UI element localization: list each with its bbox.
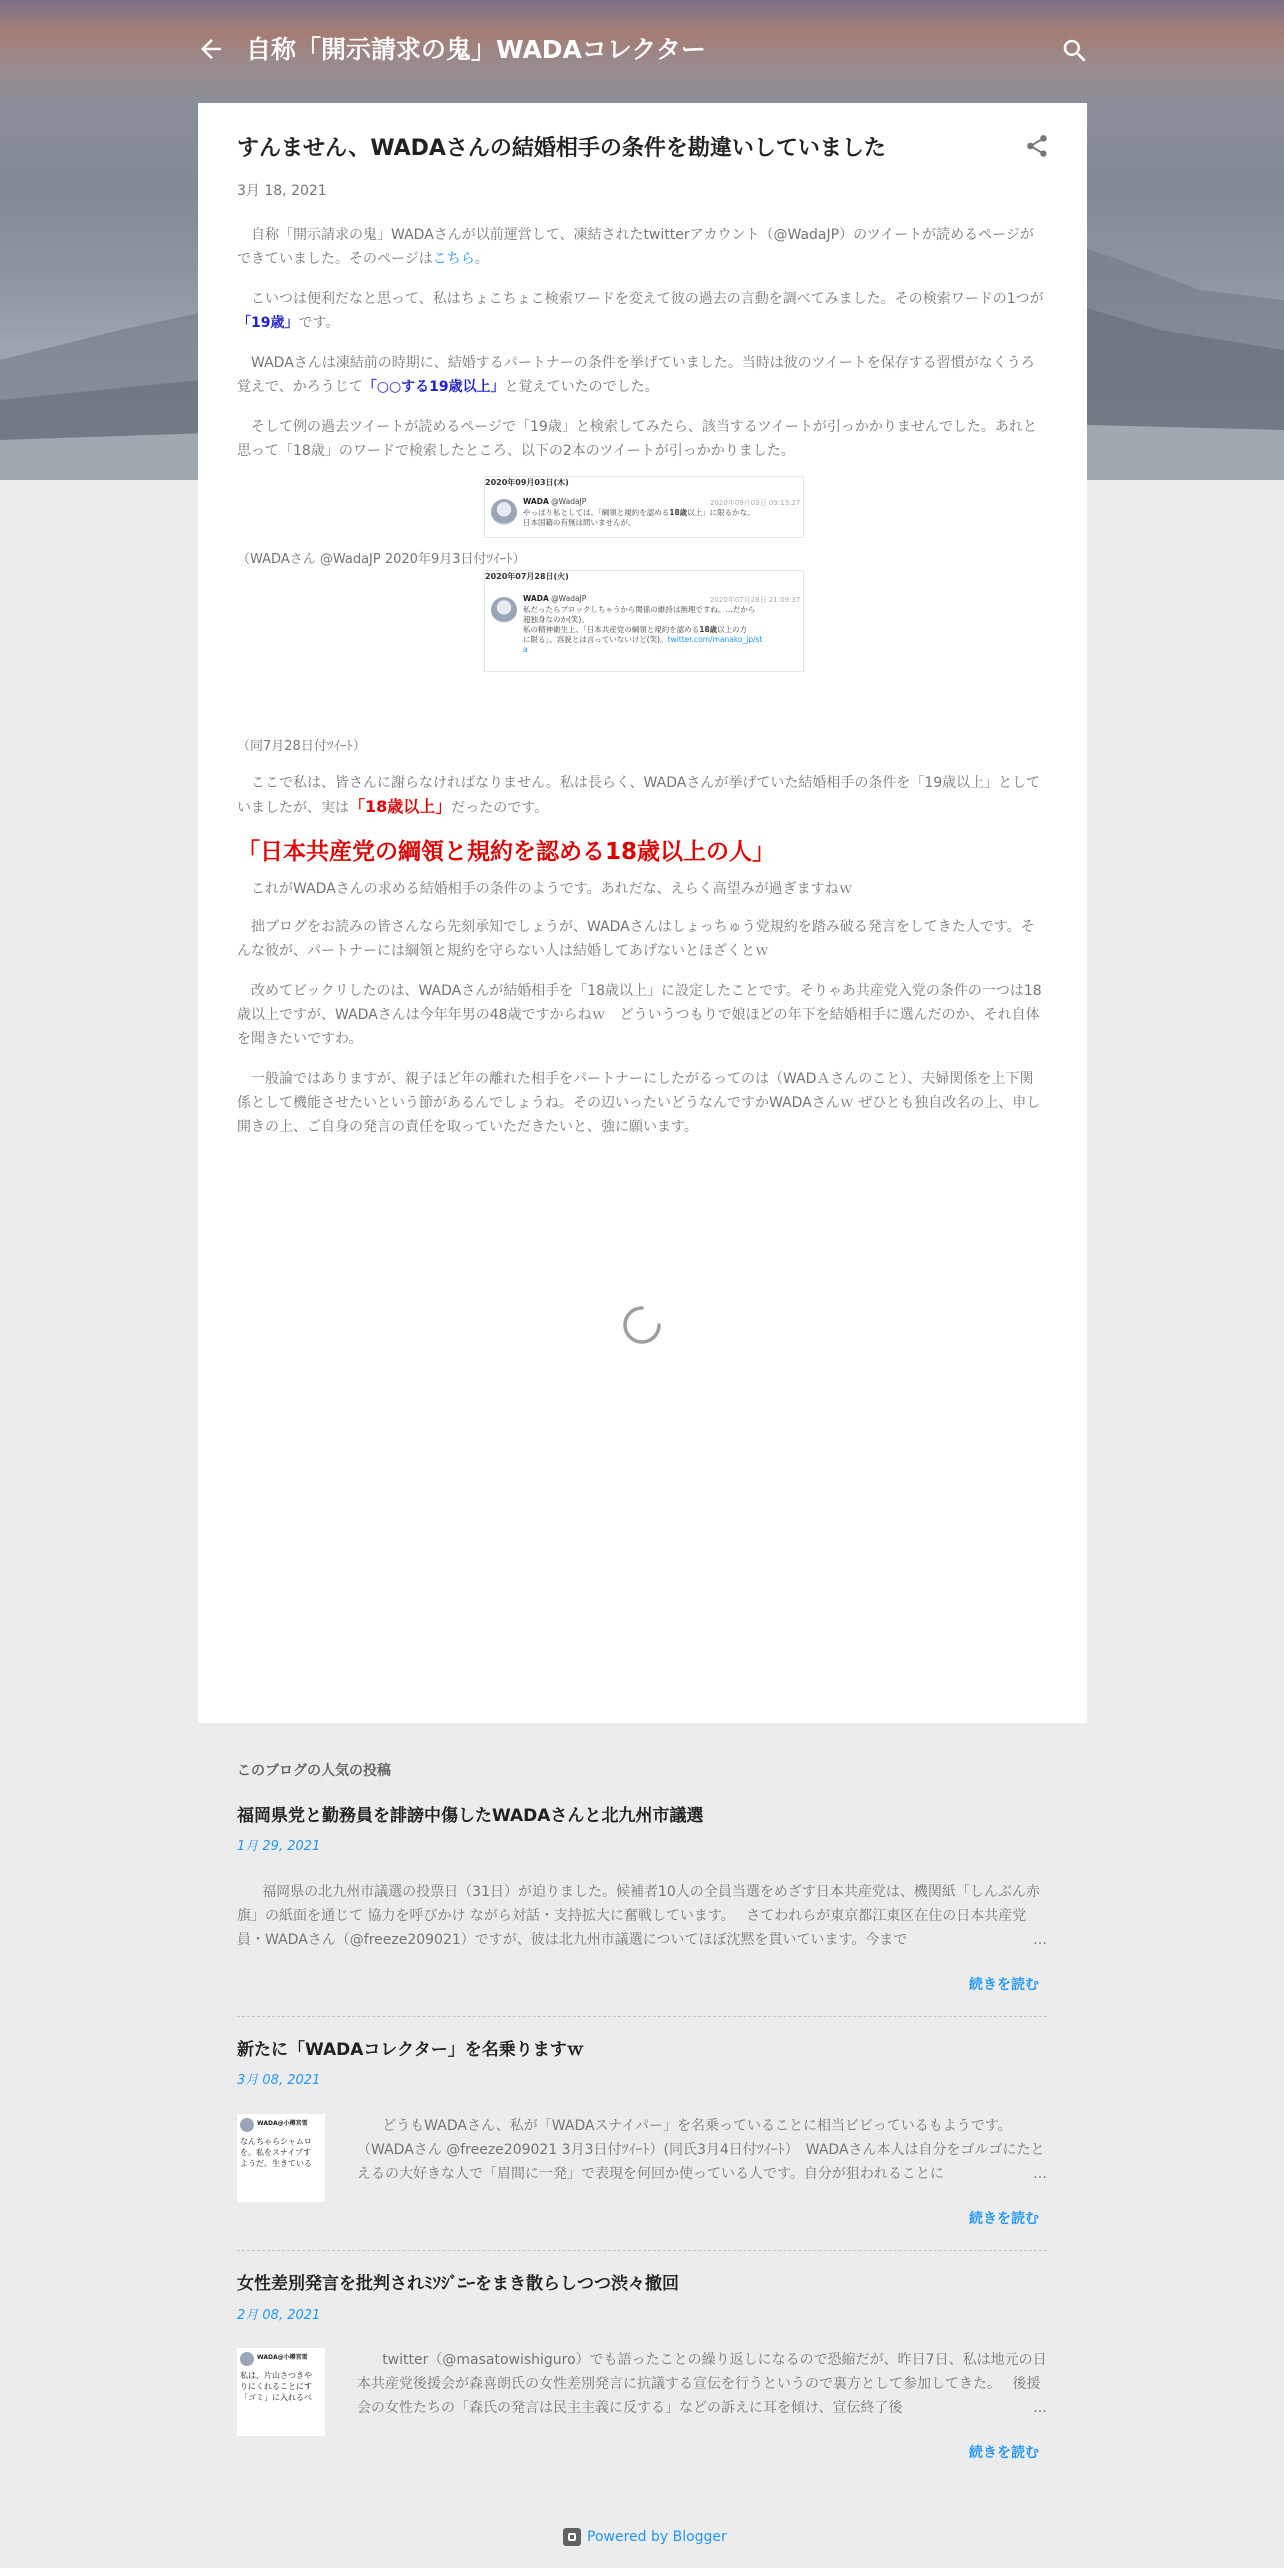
tweet-handle: @WadaJP	[551, 497, 587, 506]
highlight-19: 「19歳」	[237, 315, 299, 331]
paragraph-text: 。	[474, 251, 489, 267]
thumbnail-text: なんちゃらシャムロ	[240, 2137, 312, 2146]
paragraph-text: こいつは便利だなと思って、私はちょこちょこ検索ワードを変えて彼の過去の言動を調べてみました。その検索ワードの1つが	[251, 291, 1044, 307]
back-arrow-icon[interactable]	[196, 34, 226, 64]
avatar	[491, 499, 517, 525]
highlight-18: 「18歳以上」	[349, 797, 452, 816]
paragraph-text: 一般論ではありますが、親子ほど年の離れた相手をパートナーにしたがるってのは（WADＡさんのこと）、夫婦関係を上下関係として機能させたいという節があるんでしょうね。その辺いったいどうなんですかWADAさんｗ ぜひとも独自改名の上、申し開きの上、ご自身の発言の責任を取っていただきたいと、強に願います。	[237, 1071, 1041, 1135]
tweet-text: 私だったらブロックしちゃうから関係の維持は無理ですね。…だから	[523, 605, 756, 614]
post-date: 3月 18, 2021	[237, 183, 327, 199]
post-title: すんません、WADAさんの結婚相手の条件を勘違いしていました	[237, 136, 886, 161]
popular-posts-heading: このブログの人気の投稿	[237, 1763, 391, 1779]
paragraph-text: だったのです。	[451, 800, 549, 816]
tweet-text: 18歳	[669, 508, 688, 517]
tweet-timestamp: 2020年09月03日 09:13:27	[710, 499, 801, 507]
paragraph-text: ここで私は、皆さんに謝らなければなりません。私は長らく、WADAさんが挙げていた結婚相手の条件を「19歳以上」としていましたが、実は	[237, 775, 1041, 816]
tweet-author: WADA	[523, 594, 549, 603]
tweet-text: 日本国籍の有無は問いませんが。	[523, 518, 636, 527]
paragraph-text: そして例の過去ツイートが読めるページで「19歳」と検索してみたら、該当するツイートが引っかかりませんでした。あれと思って「18歳」のワードで検索したところ、以下の2本のツイートが引っかかりました。	[237, 419, 1037, 459]
paragraph-text: です。	[298, 315, 340, 331]
thumbnail-text: ようだ。生きている	[240, 2159, 312, 2168]
paragraph-text: 改めてビックリしたのは、WADAさんが結婚相手を「18歳以上」に設定したことです。そりゃあ共産党入党の条件の一つは18歳以上ですが、WADAさんは今年年男の48歳ですからねｗ どういうつもりで娘ほどの年下を結婚相手に選んだのか、それ自体を聞きたいですわ。	[237, 983, 1042, 1047]
read-more-link[interactable]: 続きを読む	[969, 2211, 1039, 2227]
search-icon[interactable]	[1060, 36, 1090, 66]
tweet-text: 私の精神衛生上、「日本共産党の綱領と規約を認める	[523, 625, 700, 634]
top-app-bar	[0, 0, 1284, 100]
paragraph-text: と覚えていたのでした。	[504, 379, 659, 395]
tweet-date: 2020年07月28日(火)	[485, 572, 569, 581]
avatar	[240, 2352, 254, 2366]
thumbnail-text: を。私をスナイプす	[240, 2148, 312, 2157]
read-more-link[interactable]: 続きを読む	[969, 2445, 1039, 2461]
tweet-screenshot-2	[484, 570, 804, 672]
thumbnail-text: 私は、片山さつきや	[240, 2371, 312, 2380]
loading-spinner-icon	[622, 1305, 662, 1345]
tweet-text: 以上の方	[717, 625, 748, 634]
tweet-author: WADA	[523, 497, 549, 506]
thumbnail-text: 「ゴミ」に入れるべ	[240, 2393, 312, 2402]
post-card	[198, 103, 1087, 1723]
tweet-text: に限る」、容貌とは言っていないけど(笑)。	[523, 635, 668, 644]
thumbnail-header: WADA@小樽宮雪	[257, 2354, 308, 2361]
popular-post-snippet: どうもWADAさん、私が「WADAスナイパー」を名乗っていることに相当ビビっているもようです。（WADAさん @freeze209021 3月3日付ﾂｲｰﾄ）(同氏3月4日付ﾂｲｰﾄ） WADAさん本人は自分をゴルゴにたとえるの大好きな人で「眉間に一発」で表現を何回か使っている人です。自分が狙われることに …	[357, 2114, 1047, 2186]
divider	[237, 2016, 1047, 2017]
paragraph-text: WADAさんは凍結前の時期に、結婚するパートナーの条件を挙げていました。当時は彼のツイートを保存する習慣がなくうろ覚えで、かろうじて	[237, 355, 1035, 395]
footer-text[interactable]: Powered by Blogger	[587, 2529, 727, 2545]
paragraph-text: 自称「開示請求の鬼」WADAさんが以前運営して、凍結されたtwitterアカウント（@WadaJP）のツイートが読めるページができていました。そのページは	[237, 227, 1034, 267]
popular-post-date[interactable]: 2月 08, 2021	[237, 2308, 321, 2323]
paragraph-6	[237, 877, 1047, 901]
popular-post-date[interactable]: 3月 08, 2021	[237, 2073, 321, 2088]
share-icon[interactable]	[1024, 133, 1054, 163]
popular-post-thumbnail[interactable]	[237, 2114, 325, 2202]
paragraph-text: 拙ブログをお読みの皆さんなら先刻承知でしょうが、WADAさんはしょっちゅう党規約を踏み破る発言をしてきた人です。そんな彼が、パートナーには綱領と規約を守らない人は結婚してあげないとほざくとｗ	[237, 919, 1035, 959]
paragraph-2	[237, 287, 1047, 335]
paragraph-4	[237, 415, 1047, 463]
paragraph-8	[237, 979, 1047, 1051]
avatar	[240, 2118, 254, 2132]
thumbnail-header: WADA@小樽宮雪	[257, 2120, 308, 2127]
read-more-link[interactable]: 続きを読む	[969, 1977, 1039, 1993]
paragraph-7	[237, 915, 1047, 963]
popular-post-title[interactable]: 新たに「WADAコレクター」を名乗りますｗ	[237, 2040, 584, 2060]
tweet-caption-2: （同7月28日付ﾂｲｰﾄ）	[237, 739, 366, 754]
source-page-link[interactable]: こちら	[432, 251, 475, 267]
paragraph-text: これがWADAさんの求める結婚相手の条件のようです。あれだな、えらく高望みが過ぎますねｗ	[251, 881, 853, 897]
tweet-handle: @WadaJP	[551, 594, 587, 603]
tweet-text: 18歳	[699, 625, 718, 634]
popular-post-thumbnail[interactable]	[237, 2348, 325, 2436]
powered-by-blogger-link[interactable]	[563, 2528, 727, 2546]
tweet-screenshot-1	[484, 476, 804, 538]
blog-title[interactable]: 自称「開示請求の鬼」WADAコレクター	[246, 35, 706, 64]
divider	[237, 2250, 1047, 2251]
popular-post-title[interactable]: 女性差別発言を批判されﾐｿｼﾞﾆｰをまき散らしつつ渋々撤回	[237, 2274, 679, 2294]
tweet-link[interactable]: twitter.com/manako_jp/st	[667, 635, 763, 644]
tweet-text: 超独身なのか(笑)。	[523, 615, 589, 624]
popular-post-title[interactable]: 福岡県党と勤務員を誹謗中傷したWADAさんと北九州市議選	[237, 1806, 704, 1826]
highlight-condition: 「○○する19歳以上」	[362, 379, 505, 395]
popular-post-snippet: twitter（@masatowishiguro）でも語ったことの繰り返しになるので恐縮だが、昨日7日、私は地元の日本共産党後援会が森喜朗氏の女性差別発言に抗議する宣伝を行うというので裏方として参加してきた。 後援会の女性たちの「森氏の発言は民主主義に反する」などの訴えに耳を傾け、宣伝終了後 …	[357, 2348, 1047, 2420]
tweet-timestamp: 2020年07月28日 21:09:37	[710, 596, 801, 604]
popular-post-date[interactable]: 1月 29, 2021	[237, 1839, 321, 1854]
tweet-date: 2020年09月03日(木)	[485, 478, 569, 487]
paragraph-9	[237, 1067, 1047, 1139]
tweet-link[interactable]: a	[523, 645, 528, 654]
tweet-text: 以上」に限るかな。	[687, 508, 755, 517]
popular-post-snippet: 福岡県の北九州市議選の投票日（31日）が迫りました。候補者10人の全員当選をめざす日本共産党は、機関紙「しんぶん赤旗」の紙面を通じて 協力を呼びかけ ながら対話・支持拡大に奮戦しています。 さてわれらが東京都江東区在住の日本共産党員・WADAさん（@freeze209021）ですが、彼は北九州市議選についてほぼ沈黙を貫いています。今まで …	[237, 1880, 1047, 1952]
paragraph-3	[237, 351, 1047, 399]
thumbnail-text: りにくれることにす	[240, 2382, 312, 2391]
blogger-icon	[563, 2528, 581, 2546]
tweet-caption-1: （WADAさん @WadaJP 2020年9月3日付ﾂｲｰﾄ）	[237, 552, 526, 567]
paragraph-5	[237, 771, 1047, 820]
avatar	[491, 597, 517, 623]
tweet-text: やっぱり私としては、「綱領と規約を認める	[523, 508, 670, 517]
red-heading: 「日本共産党の綱領と規約を認める18歳以上の人」	[237, 839, 776, 865]
paragraph-1	[237, 223, 1047, 271]
